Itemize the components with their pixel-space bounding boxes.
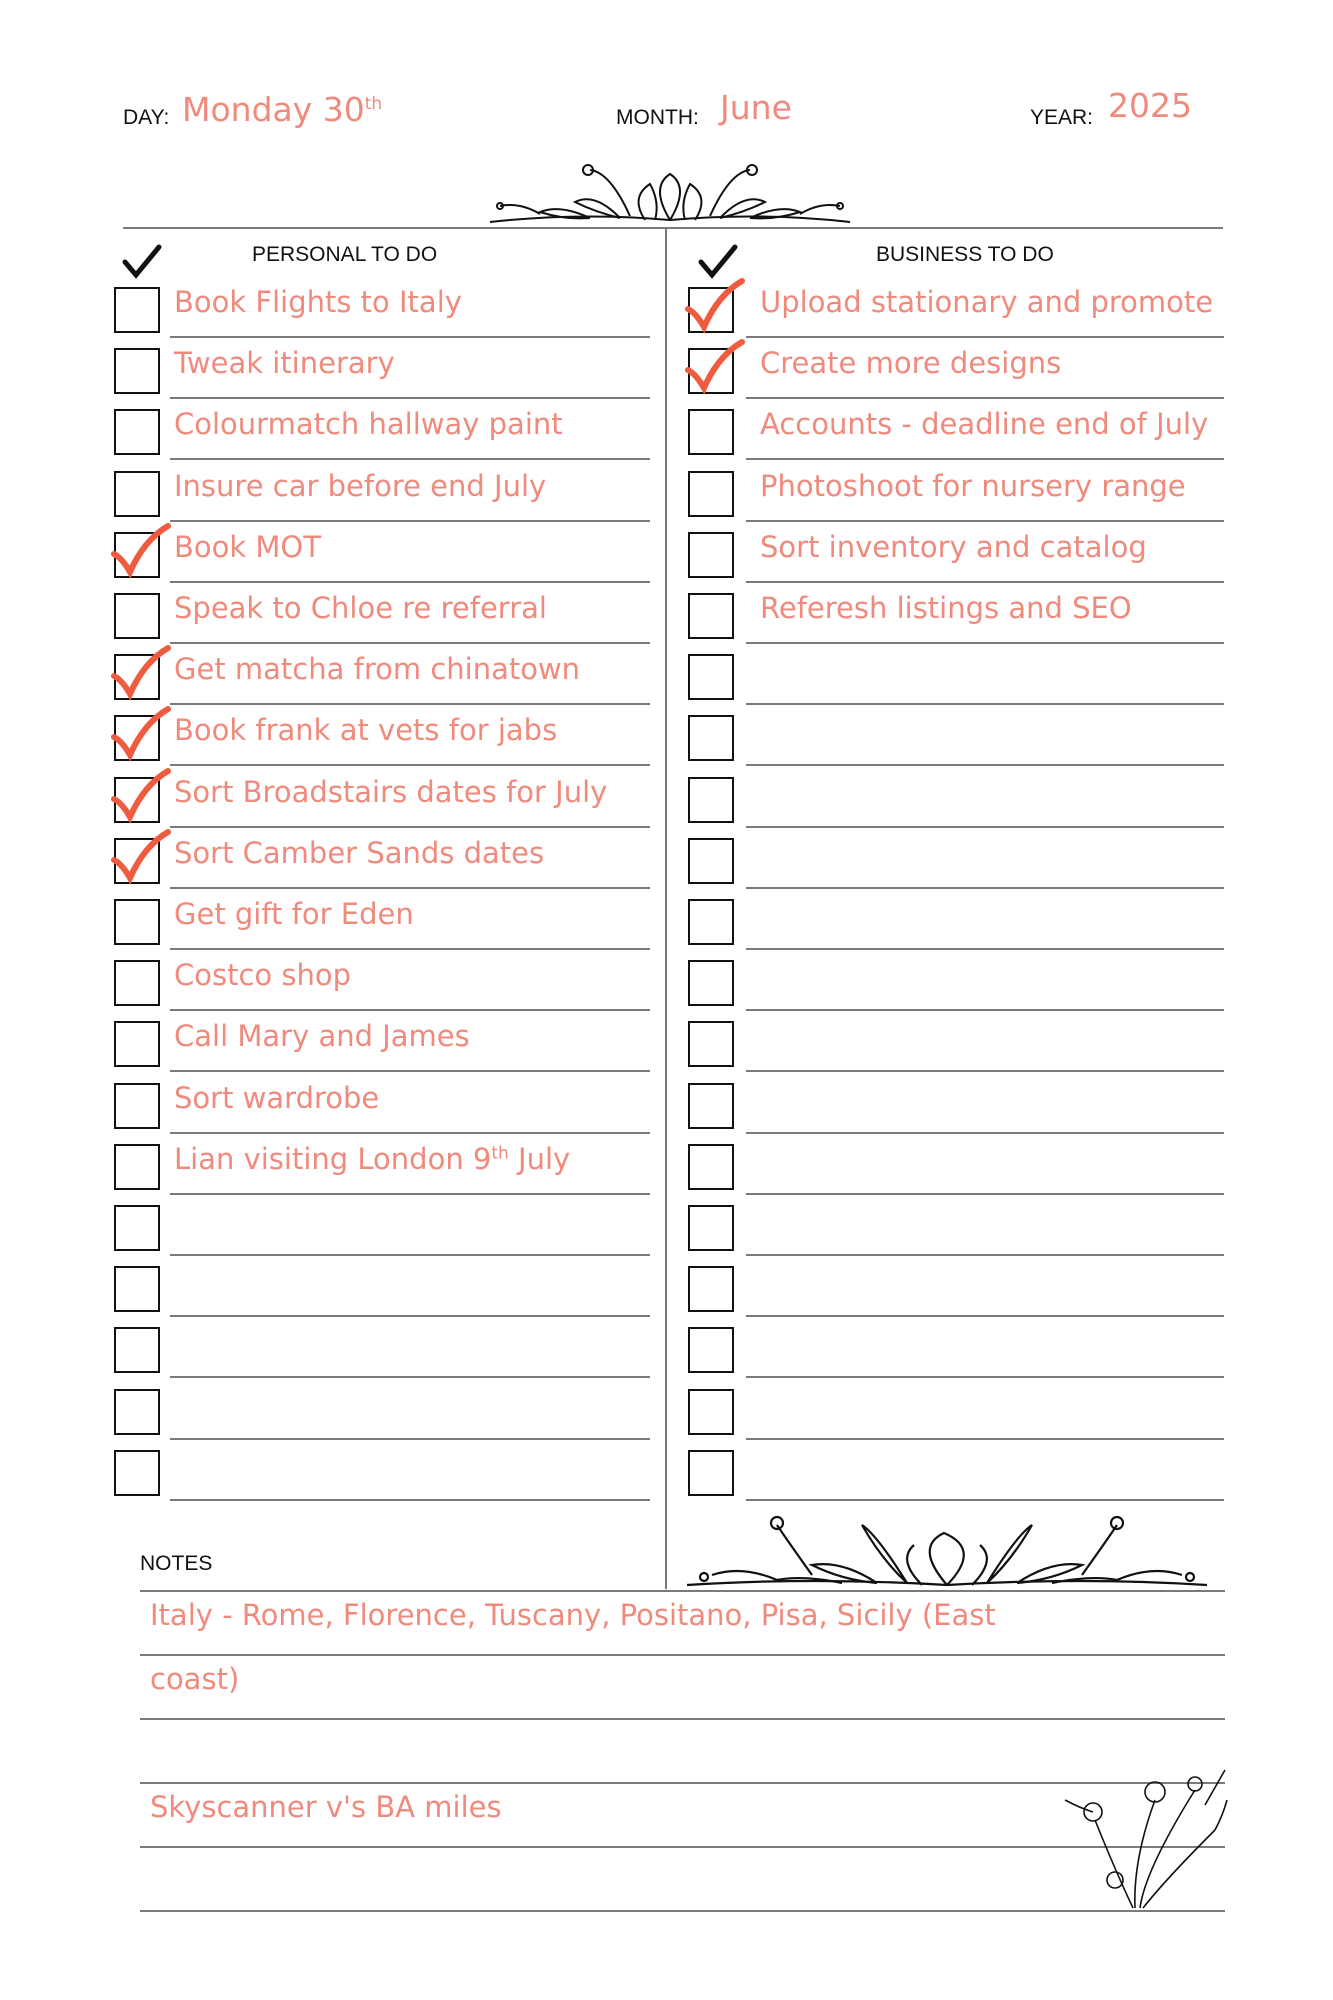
floral-garland-icon — [480, 162, 860, 228]
business-row-rule — [746, 1193, 1224, 1195]
notes-rule — [140, 1910, 1225, 1912]
item-text-main: Accounts - deadline end of July — [760, 407, 1209, 441]
business-checkbox[interactable] — [688, 348, 734, 394]
month-value: June — [720, 88, 792, 127]
business-todo-row — [0, 346, 1333, 406]
month-label: MONTH: — [616, 106, 699, 129]
business-row-rule — [746, 1009, 1224, 1011]
business-todo-row — [0, 1387, 1333, 1447]
business-title: BUSINESS TO DO — [876, 243, 1054, 266]
business-checkbox[interactable] — [688, 471, 734, 517]
year-value: 2025 — [1108, 86, 1192, 125]
orange-check-icon — [684, 277, 744, 333]
header-rule — [123, 227, 1223, 229]
business-checkbox[interactable] — [688, 715, 734, 761]
business-row-rule — [746, 1070, 1224, 1072]
business-row-rule — [746, 887, 1224, 889]
business-checkbox[interactable] — [688, 1021, 734, 1067]
day-value-text: Monday 30 — [182, 90, 365, 129]
business-todo-row — [0, 285, 1333, 345]
item-text-main: Colourmatch hallway paint — [174, 407, 563, 441]
business-item-text — [760, 346, 1061, 380]
notes-line-text: Skyscanner v's BA miles — [150, 1790, 502, 1824]
business-row-rule — [746, 1254, 1224, 1256]
business-row-rule — [746, 520, 1224, 522]
business-row-rule — [746, 826, 1224, 828]
business-row-rule — [746, 764, 1224, 766]
item-text-main: Book Flights to Italy — [174, 285, 462, 319]
notes-rule — [140, 1590, 1225, 1592]
business-todo-row — [0, 1448, 1333, 1508]
business-checkbox[interactable] — [688, 532, 734, 578]
business-row-rule — [746, 1438, 1224, 1440]
business-todo-row — [0, 1019, 1333, 1079]
business-todo-row — [0, 469, 1333, 529]
business-checkbox[interactable] — [688, 899, 734, 945]
business-item-text — [760, 285, 1213, 319]
business-todo-row — [0, 1264, 1333, 1324]
day-value — [182, 90, 382, 129]
business-todo-row — [0, 1203, 1333, 1263]
item-text-main: Book frank at vets for jabs — [174, 713, 558, 747]
item-text-main: Sort Broadstairs dates for July — [174, 775, 608, 809]
check-mark-icon — [698, 244, 738, 280]
business-checkbox[interactable] — [688, 593, 734, 639]
notes-title: NOTES — [140, 1552, 213, 1575]
item-text-main: Sort wardrobe — [174, 1081, 380, 1115]
item-text-main: Lian visiting London 9 — [174, 1142, 492, 1176]
business-row-rule — [746, 581, 1224, 583]
business-todo-row — [0, 713, 1333, 773]
business-checkbox[interactable] — [688, 287, 734, 333]
item-text-main: Referesh listings and SEO — [760, 591, 1132, 625]
item-text-main: Sort Camber Sands dates — [174, 836, 545, 870]
business-checkbox[interactable] — [688, 960, 734, 1006]
business-checkbox[interactable] — [688, 1389, 734, 1435]
business-todo-row — [0, 652, 1333, 712]
item-text-sup: th — [491, 1143, 509, 1164]
business-checkbox[interactable] — [688, 1450, 734, 1496]
item-text-main: Get matcha from chinatown — [174, 652, 581, 686]
business-row-rule — [746, 336, 1224, 338]
item-text-main: Speak to Chloe re referral — [174, 591, 547, 625]
business-checkbox[interactable] — [688, 1083, 734, 1129]
business-todo-row — [0, 591, 1333, 651]
business-checkbox[interactable] — [688, 777, 734, 823]
orange-check-icon — [684, 338, 744, 394]
item-text-main: Photoshoot for nursery range — [760, 469, 1186, 503]
year-label: YEAR: — [1030, 106, 1094, 129]
floral-garland-icon — [682, 1505, 1212, 1595]
business-row-rule — [746, 1376, 1224, 1378]
business-item-text — [760, 469, 1186, 503]
business-checkbox[interactable] — [688, 1144, 734, 1190]
day-suffix: th — [364, 94, 383, 114]
business-row-rule — [746, 1132, 1224, 1134]
notes-line-text: coast) — [150, 1662, 240, 1696]
day-label: DAY: — [123, 106, 170, 129]
business-row-rule — [746, 703, 1224, 705]
business-row-rule — [746, 948, 1224, 950]
item-text-main: Costco shop — [174, 958, 352, 992]
notes-rule — [140, 1654, 1225, 1656]
item-text-main: Call Mary and James — [174, 1019, 470, 1053]
notes-line-text: Italy - Rome, Florence, Tuscany, Positano, Pisa, Sicily (East — [150, 1598, 996, 1632]
business-checkbox[interactable] — [688, 1266, 734, 1312]
business-row-rule — [746, 1499, 1224, 1501]
check-mark-icon — [122, 244, 162, 280]
item-text-main: Get gift for Eden — [174, 897, 414, 931]
business-todo-row — [0, 1325, 1333, 1385]
business-item-text — [760, 407, 1208, 441]
wildflower-sprig-icon — [1055, 1760, 1230, 1910]
notes-rule — [140, 1718, 1225, 1720]
item-text-main: Tweak itinerary — [174, 346, 395, 380]
business-row-rule — [746, 397, 1224, 399]
business-checkbox[interactable] — [688, 1327, 734, 1373]
business-row-rule — [746, 1315, 1224, 1317]
business-checkbox[interactable] — [688, 838, 734, 884]
business-todo-row — [0, 775, 1333, 835]
business-checkbox[interactable] — [688, 654, 734, 700]
business-row-rule — [746, 458, 1224, 460]
item-text-main: Insure car before end July — [174, 469, 547, 503]
personal-title: PERSONAL TO DO — [252, 243, 438, 266]
business-todo-row — [0, 530, 1333, 590]
item-text-main: Create more designs — [760, 346, 1062, 380]
business-row-rule — [746, 642, 1224, 644]
item-text-main: Upload stationary and promote — [760, 285, 1214, 319]
business-todo-row — [0, 1081, 1333, 1141]
business-checkbox[interactable] — [688, 1205, 734, 1251]
item-text-after: July — [508, 1142, 571, 1176]
business-todo-row — [0, 897, 1333, 957]
business-todo-row — [0, 1142, 1333, 1202]
business-todo-row — [0, 958, 1333, 1018]
business-todo-row — [0, 836, 1333, 896]
business-checkbox[interactable] — [688, 409, 734, 455]
item-text-main: Book MOT — [174, 530, 321, 564]
business-item-text — [760, 591, 1132, 625]
business-item-text — [760, 530, 1147, 564]
business-todo-row — [0, 407, 1333, 467]
item-text-main: Sort inventory and catalog — [760, 530, 1147, 564]
